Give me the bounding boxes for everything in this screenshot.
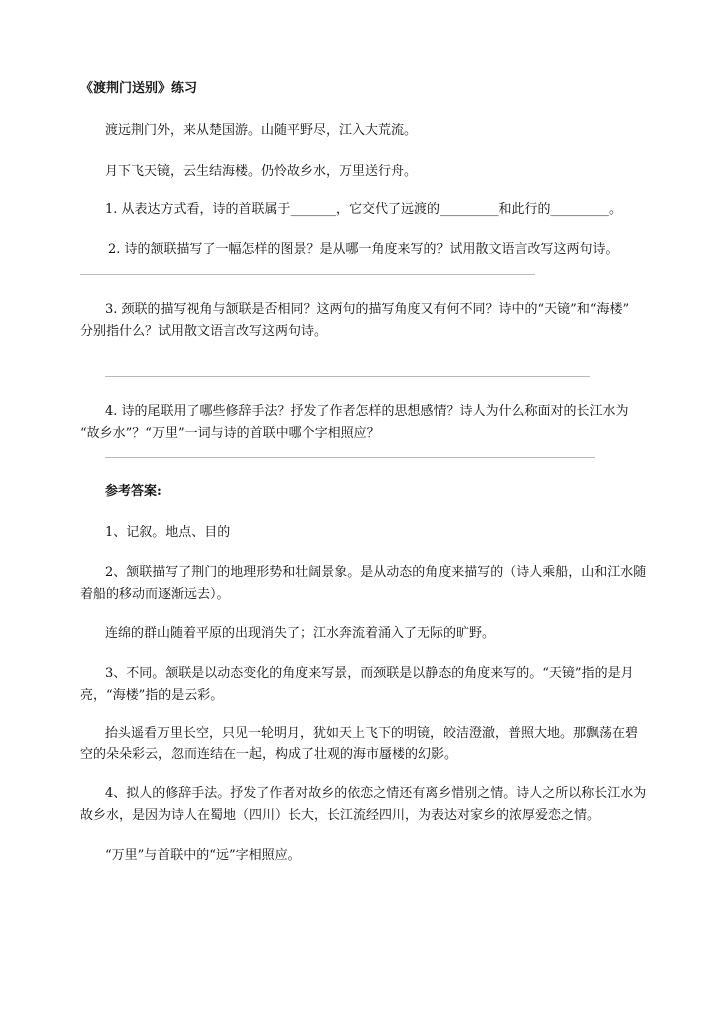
answers-heading: 参考答案: (105, 484, 162, 499)
question-2: 2. 诗的颔联描写了一幅怎样的图景？是从哪一角度来写的？试用散文语言改写这两句诗。 (108, 242, 619, 257)
answer-4-line-2: 故乡水，是因为诗人在蜀地（四川）长大，长江流经四川，为表达对家乡的浓厚爱恋之情。 (80, 808, 601, 823)
question-1: 1. 从表达方式看，诗的首联属于_______，它交代了远渡的_________和此行的_________。 (105, 202, 623, 217)
document-title: 《渡荆门送别》练习 (80, 81, 198, 96)
answer-2-rewrite: 连绵的群山随着平原的出现消失了；江水奔流着涌入了无际的旷野。 (105, 626, 496, 641)
answer-3-rewrite-line-1: 抬头遥看万里长空，只见一轮明月，犹如天上飞下的明镜，皎洁澄澈，普照大地。那飘荡在碧 (105, 726, 639, 741)
answer-line-q4 (105, 457, 595, 458)
poem-line-1: 渡远荆门外，来从楚国游。山随平野尽，江入大荒流。 (105, 123, 418, 138)
answer-4-line-1: 4、拟人的修辞手法。抒发了作者对故乡的依恋之情还有离乡惜别之情。诗人之所以称长江水为 (105, 786, 647, 801)
question-4-line-2: “故乡水”？“万里”一词与诗的首联中哪个字相照应？ (80, 426, 380, 441)
answer-line-q2 (80, 274, 535, 275)
answer-2-line-2: 着船的移动而逐渐远去）。 (80, 587, 230, 602)
answer-2-line-1: 2、颔联描写了荆门的地理形势和壮阔景象。是从动态的角度来描写的（诗人乘船，山和江水随 (105, 565, 647, 580)
question-4-line-1: 4. 诗的尾联用了哪些修辞手法？抒发了作者怎样的思想感情？诗人为什么称面对的长江水为 (105, 404, 629, 419)
answer-line-q3 (105, 376, 590, 377)
question-3-line-2: 分别指什么？试用散文语言改写这两句诗。 (80, 324, 328, 339)
answer-3-line-2: 亮，“海楼”指的是云彩。 (80, 688, 224, 703)
poem-line-2: 月下飞天镜，云生结海楼。仍怜故乡水，万里送行舟。 (105, 164, 418, 179)
answer-3-line-1: 3、不同。颔联是以动态变化的角度来写景，而颈联是以静态的角度来写的。“天镜”指的是月 (105, 666, 634, 681)
answer-1: 1、记叙。地点、目的 (105, 525, 231, 540)
answer-3-rewrite-line-2: 空的朵朵彩云，忽而连结在一起，构成了壮观的海市蜃楼的幻影。 (80, 747, 458, 762)
answer-4-extra: “万里”与首联中的“远”字相照应。 (105, 848, 301, 863)
question-3-line-1: 3. 颈联的描写视角与颔联是否相同？这两句的描写角度又有何不同？诗中的“天镜”和“海楼” (105, 302, 630, 317)
